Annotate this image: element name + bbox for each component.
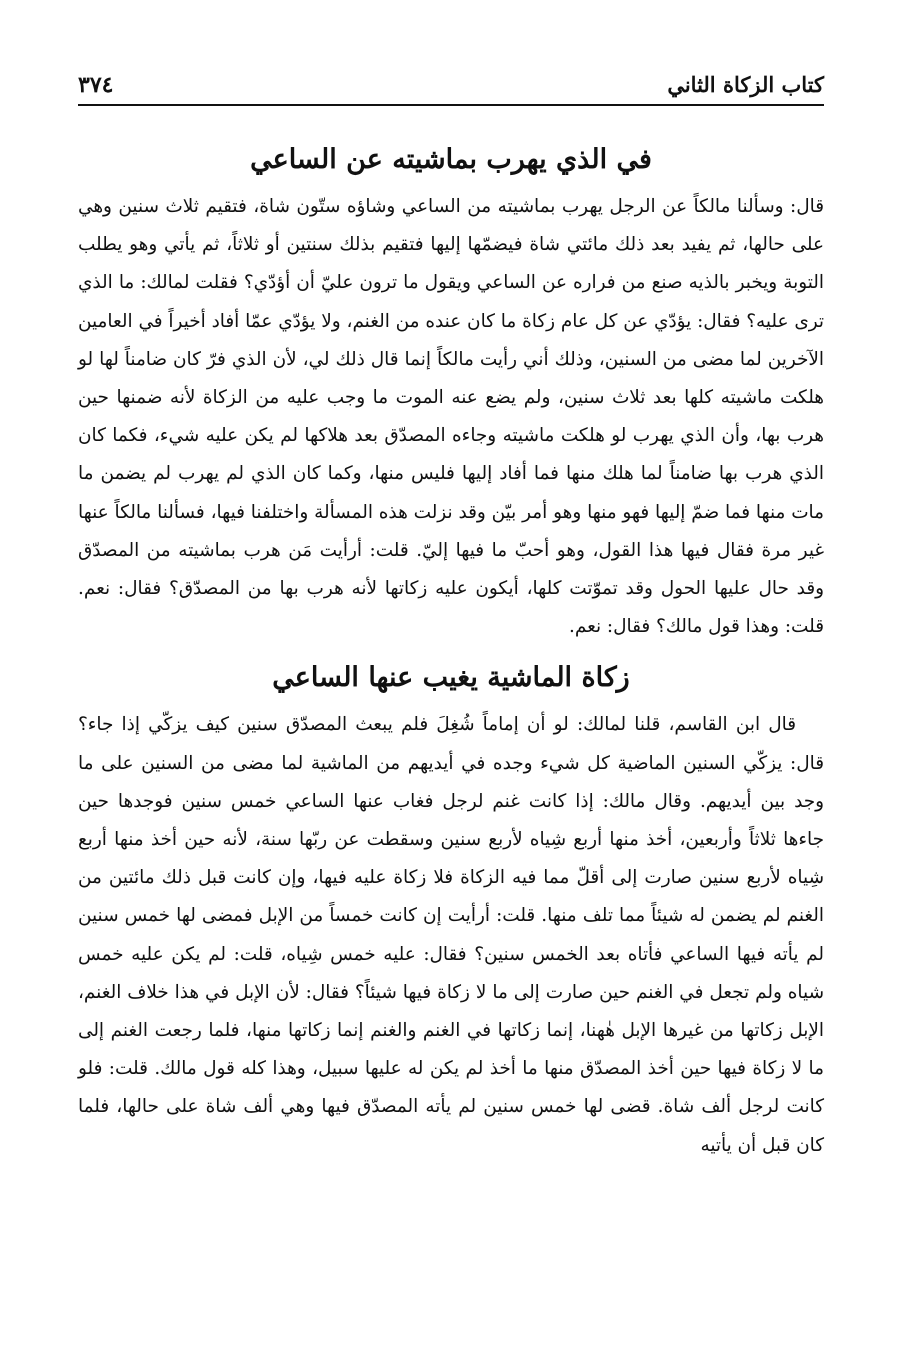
book-page [78, 70, 824, 1350]
section-body-absent-collector: قال ابن القاسم، قلنا لمالك: لو أن إماماً شُغِلَ فلم يبعث المصدّق سنين كيف يزكّي إذا جاء؟ قال: يزكّي السنين الماضية كل شيء وجده في أيديهم من الماشية لما مضى من السنين على ما وجد بين أيديهم. وقال مالك: إذا كانت غنم لرجل فغاب عنها الساعي خمس سنين فوجدها حين جاءها ثلاثاً وأربعين، أخذ منها أربع شِياه لأربع سنين وسقطت عن ربّها سنة، لأنه حين أخذ منها أربع شِياه لأربع سنين صارت إلى أقلّ مما فيه الزكاة فلا زكاة عليه فيها، وإن كانت قبل ذلك مائتين من الغنم لم يضمن له شيئاً مما تلف منها. قلت: أرأيت إن كانت خمساً من الإبل فمضى لها خمس سنين لم يأته فيها الساعي فأتاه بعد الخمس سنين؟ فقال: عليه خمس شِياه، قلت: لم يكن عليه خمس شياه ولم تجعل في الغنم حين صارت إلى ما لا زكاة فيها شيئاً؟ فقال: لأن الإبل في هذا خلاف الغنم، الإبل زكاتها من غيرها الإبل هٰهنا، إنما زكاتها في الغنم والغنم إنما زكاتها منها، فلما رجعت الغنم إلى ما لا زكاة فيها حين أخذ المصدّق منها ما أخذ لم يكن له عليها سبيل، وهذا كله قول مالك. قلت: فلو كانت لرجل ألف شاة. قضى لها خمس سنين لم يأته المصدّق فيها وهي ألف شاة على حالها، فلما كان قبل أن يأتيه [78, 714, 824, 1156]
running-header [78, 70, 824, 106]
section-body-fleeing-collector: قال: وسألنا مالكاً عن الرجل يهرب بماشيته من الساعي وشاؤه ستّون شاة، فتقيم ثلاث سنين وهي على حالها، ثم يفيد بعد ذلك مائتي شاة فيضمّها إليها فتقيم بذلك سنتين أو ثلاثاً، ثم يأتي وهو يطلب التوبة ويخبر بالذيه صنع من فراره عن الساعي ويقول ما ترون عليّ أن أؤدّي؟ فقلت لمالك: ما الذي ترى عليه؟ فقال: يؤدّي عن كل عام زكاة ما كان عنده من الغنم، ولا يؤدّي عمّا أفاد أخيراً في العامين الآخرين لما مضى من السنين، وذلك أني رأيت مالكاً إنما قال ذلك لي، لأن الذي فرّ كان ضامناً لها لو هلكت ماشيته كلها بعد ثلاث سنين، ولم يضع عنه الموت ما وجب عليه من الزكاة لأنه ضمنها حين هرب بها، وأن الذي يهرب لو هلكت ماشيته وجاءه المصدّق بعد هلاكها لم يكن عليه شيء، فكما كان الذي هرب بها ضامناً لما هلك منها فما أفاد إليها فليس منها، وكما كان الذي لم يهرب لم يضمن ما مات منها فما ضمّ إليها فهو منها وهو أمر بيّن وقد نزلت هذه المسألة واختلفنا فيها، فسألنا مالكاً عنها غير مرة فقال فيها هذا القول، وهو أحبّ ما فيها إليّ. قلت: أرأيت مَن هرب بماشيته من المصدّق وقد حال عليها الحول وقد تموّتت كلها، أيكون عليه زكاتها لأنه هرب بها من المصدّق؟ فقال: نعم. قلت: وهذا قول مالك؟ فقال: نعم. [78, 196, 824, 638]
section-title-fleeing-collector: في الذي يهرب بماشيته عن الساعي [250, 144, 652, 175]
section-title-absent-collector: زكاة الماشية يغيب عنها الساعي [272, 662, 630, 694]
book-title: كتاب الزكاة الثاني [667, 72, 824, 97]
page-number: ٣٧٤ [78, 72, 114, 98]
